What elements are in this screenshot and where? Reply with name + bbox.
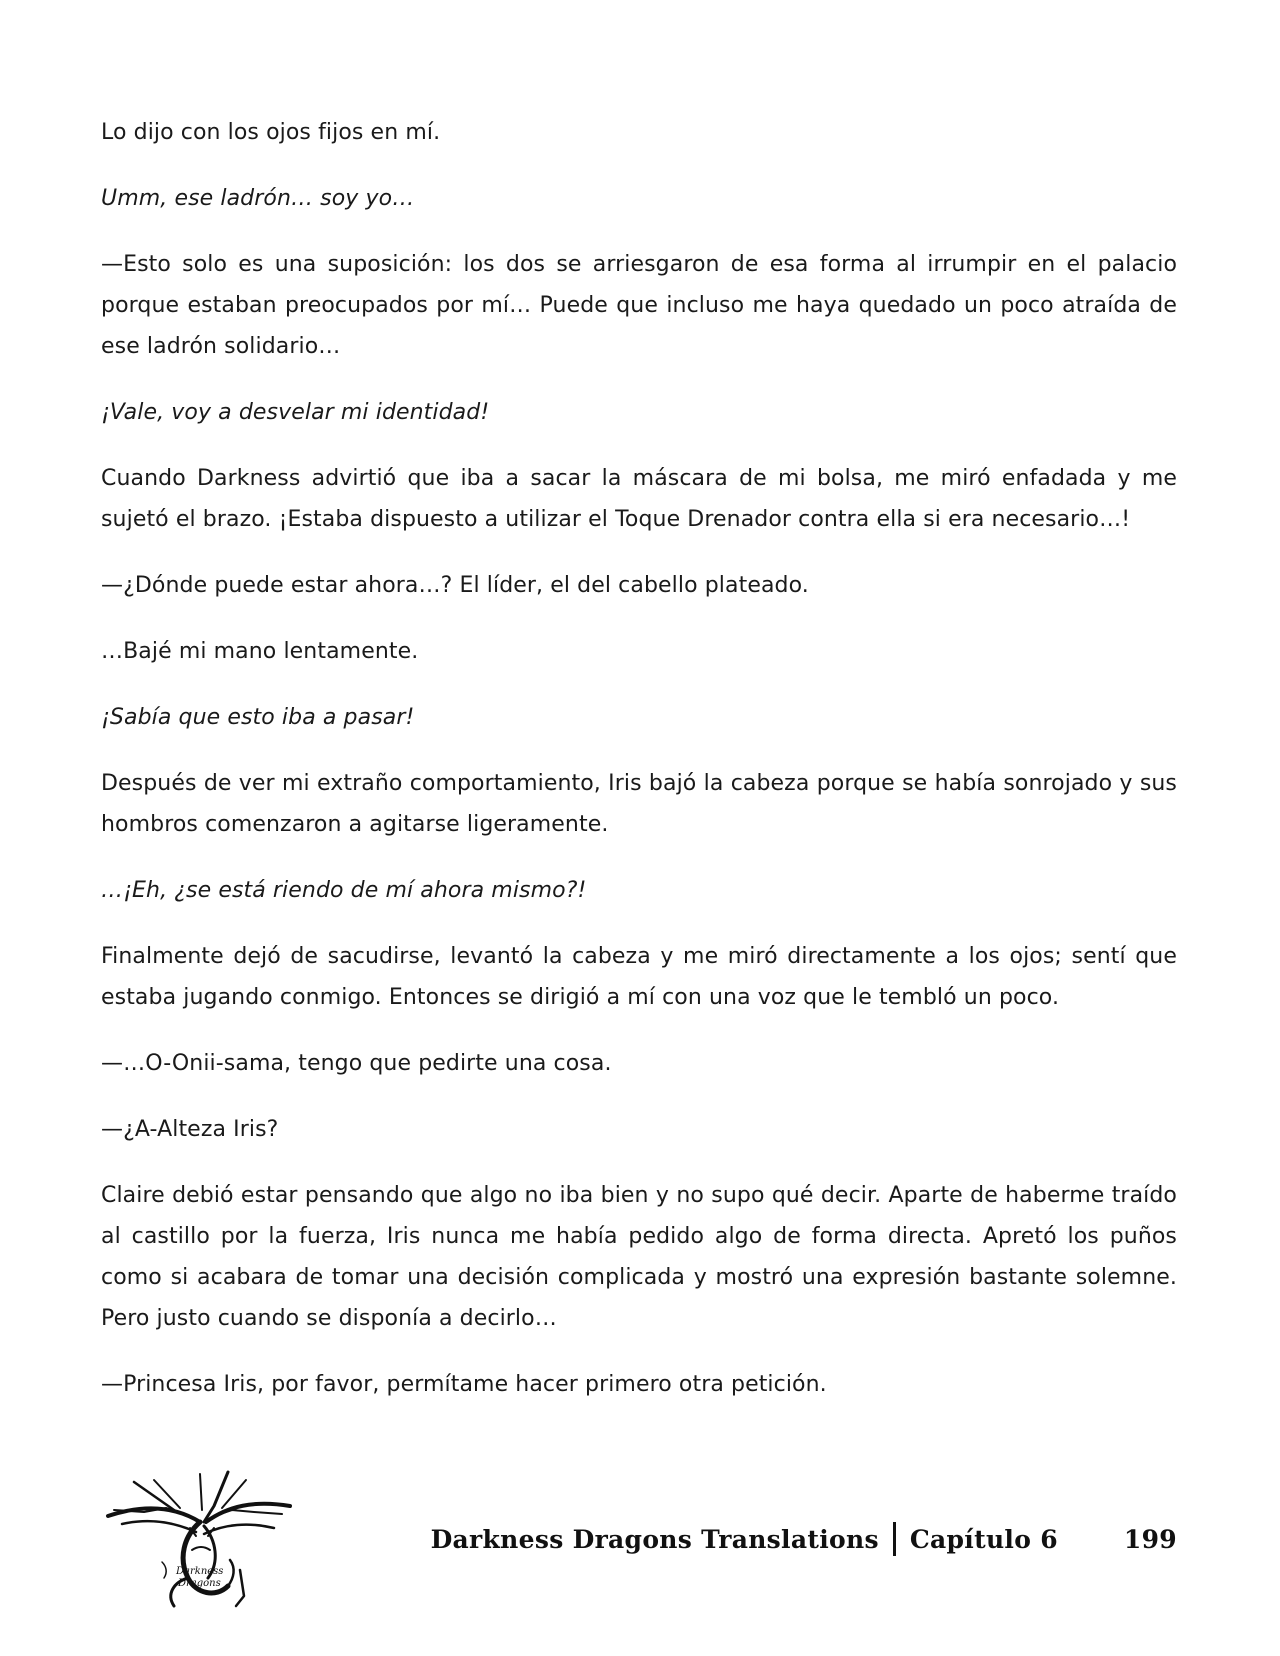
paragraph: …Bajé mi mano lentamente. bbox=[101, 639, 419, 664]
paragraph: —Esto solo es una suposición: los dos se arriesgaron de esa forma al irrumpir en el palacio porque estaban preocupados por mí… Puede que incluso me haya quedado un poco atraída de ese ladrón solidario… bbox=[101, 252, 1177, 359]
paragraph: Claire debió estar pensando que algo no iba bien y no supo qué decir. Aparte de haberme traído al castillo por la fuerza, Iris nunca me había pedido algo de forma directa. Apretó los puños como si acabara de tomar una decisión complicada y mostró una expresión bastante solemne. Pero justo cuando se disponía a decirlo… bbox=[101, 1183, 1177, 1331]
paragraph-dialogue: —¿A-Alteza Iris? bbox=[101, 1117, 279, 1142]
paragraph-thought: Umm, ese ladrón… soy yo… bbox=[101, 186, 415, 211]
paragraph: Después de ver mi extraño comportamiento, Iris bajó la cabeza porque se había sonrojado y sus hombros comenzaron a agitarse ligeramente. bbox=[101, 771, 1177, 837]
paragraph-dialogue: —¿Dónde puede estar ahora…? El líder, el del cabello plateado. bbox=[101, 573, 809, 598]
paragraph: Lo dijo con los ojos fijos en mí. bbox=[101, 120, 441, 145]
group-name: Darkness Dragons Translations bbox=[430, 1524, 879, 1554]
dragon-logo-icon bbox=[104, 1466, 294, 1616]
svg-text:Darkness: Darkness bbox=[176, 1566, 224, 1577]
body-text bbox=[101, 112, 1177, 1430]
paragraph-dialogue: —…O-Onii-sama, tengo que pedirte una cosa. bbox=[101, 1051, 612, 1076]
svg-text:Dragons: Dragons bbox=[178, 1578, 221, 1589]
page-footer bbox=[0, 1460, 1280, 1620]
page-number: 199 bbox=[1123, 1524, 1177, 1554]
footer-caption bbox=[431, 1522, 1177, 1556]
paragraph-thought: …¡Eh, ¿se está riendo de mí ahora mismo?! bbox=[101, 878, 587, 903]
paragraph-thought: ¡Vale, voy a desvelar mi identidad! bbox=[101, 400, 490, 425]
chapter-label: Capítulo 6 bbox=[909, 1524, 1058, 1554]
paragraph: Finalmente dejó de sacudirse, levantó la cabeza y me miró directamente a los ojos; sentí que estaba jugando conmigo. Entonces se dirigió a mí con una voz que le tembló un poco. bbox=[101, 944, 1177, 1010]
paragraph-thought: ¡Sabía que esto iba a pasar! bbox=[101, 705, 415, 730]
paragraph: Cuando Darkness advirtió que iba a sacar la máscara de mi bolsa, me miró enfadada y me sujetó el brazo. ¡Estaba dispuesto a utilizar el Toque Drenador contra ella si era necesario…! bbox=[101, 466, 1177, 532]
footer-divider bbox=[893, 1522, 896, 1556]
paragraph-dialogue: —Princesa Iris, por favor, permítame hacer primero otra petición. bbox=[101, 1372, 827, 1397]
